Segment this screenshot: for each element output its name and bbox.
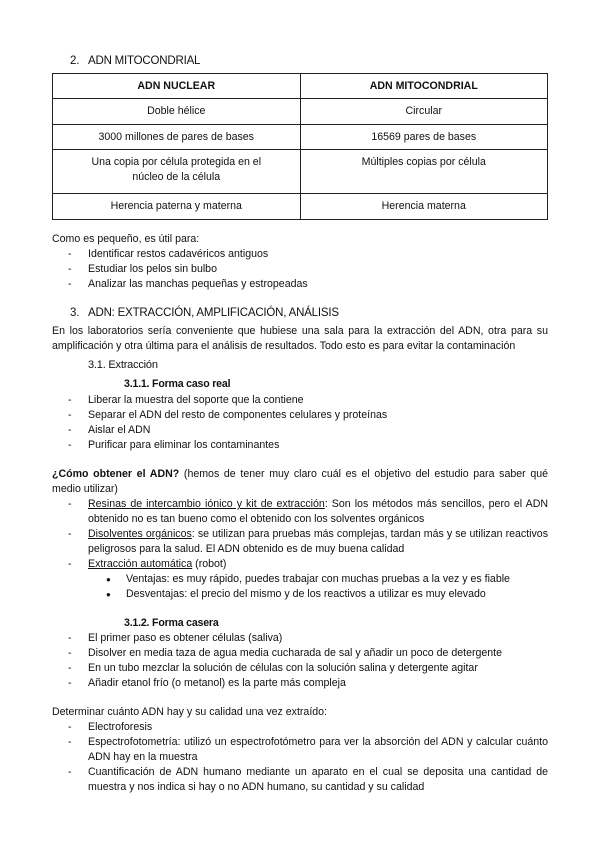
- list-item: - Separar el ADN del resto de componentes celulares y proteínas: [52, 408, 548, 423]
- list-item: [52, 527, 548, 557]
- how-to-obtain-paragraph: [52, 467, 548, 497]
- table-row: [53, 125, 548, 150]
- list-item: - Identificar restos cadavéricos antiguos: [52, 247, 548, 262]
- uses-intro: Como es pequeño, es útil para:: [52, 233, 200, 245]
- list-item: - Espectrofotometría: utilizó un espectrofotómetro para ver la absorción del ADN y calcular cuánto ADN hay en la muestra: [52, 735, 548, 765]
- how-to-obtain-note: (hemos de tener muy claro cuál es el objetivo del estudio para saber qué medio utilizar): [52, 468, 548, 495]
- table-header-row: [53, 74, 548, 99]
- list-item: ● Ventajas: es muy rápido, puedes trabajar con muchas pruebas a la vez y es fiable: [88, 572, 548, 587]
- section-3-number: 3.: [70, 307, 80, 319]
- list-item: - Analizar las manchas pequeñas y estropeadas: [52, 277, 548, 292]
- quantification-intro: Determinar cuánto ADN hay y su calidad una vez extraído:: [52, 706, 327, 718]
- table-cell: 3000 millones de pares de bases: [53, 125, 301, 150]
- subsection-real-case: 3.1.1. Forma caso real: [124, 378, 231, 390]
- method-name: Resinas de intercambio iónico y kit de extracción: [88, 498, 325, 510]
- table-row: [53, 194, 548, 220]
- method-name: Extracción automática: [88, 558, 193, 570]
- list-item: - Estudiar los pelos sin bulbo: [52, 262, 548, 277]
- section-2-title: ADN MITOCONDRIAL: [88, 55, 201, 67]
- quantification-methods: [52, 720, 548, 795]
- list-item: - El primer paso es obtener células (saliva): [52, 631, 548, 646]
- table-row: [53, 150, 548, 194]
- list-item: - En un tubo mezclar la solución de células con la solución salina y detergente agitar: [52, 661, 548, 676]
- list-item: - Liberar la muestra del soporte que la contiene: [52, 393, 548, 408]
- table-cell: Herencia materna: [300, 194, 548, 220]
- list-item: [52, 497, 548, 527]
- table-header-mitochondrial: ADN MITOCONDRIAL: [300, 74, 548, 99]
- list-item: [52, 557, 548, 602]
- section-3-title: ADN: EXTRACCIÓN, AMPLIFICACIÓN, ANÁLISIS: [88, 307, 339, 319]
- method-description: : se utilizan para pruebas más complejas, tardan más y se utilizan reactivos peligrosos para la salud. El ADN obtenido es de muy buena calidad: [88, 528, 548, 555]
- table-row: [53, 99, 548, 125]
- table-cell: 16569 pares de bases: [300, 125, 548, 150]
- home-steps: [52, 631, 548, 691]
- section-3-intro: En los laboratorios sería conveniente que hubiese una sala para la extracción del ADN, otra para su amplificación y otra última para el análisis de resultados. Todo esto es para evitar la contaminación: [52, 325, 548, 352]
- list-item: ● Desventajas: el precio del mismo y de los reactivos a utilizar es muy elevado: [88, 587, 548, 602]
- table-cell: Una copia por célula protegida en el núcleo de la célula: [53, 150, 301, 194]
- method-description: : Son los métodos más sencillos, pero el ADN obtenido no es tan bueno como el obtenido con los solventes orgánicos: [88, 498, 548, 525]
- automatic-extraction-points: [88, 572, 548, 602]
- list-item: - Disolver en media taza de agua media cucharada de sal y añadir un poco de detergente: [52, 646, 548, 661]
- uses-list: [52, 247, 548, 292]
- section-3-heading: [70, 306, 339, 321]
- subsection-home: 3.1.2. Forma casera: [124, 617, 219, 629]
- table-cell: Múltiples copias por célula: [300, 150, 548, 194]
- table-cell: Herencia paterna y materna: [53, 194, 301, 220]
- method-name: Disolventes orgánicos: [88, 528, 192, 540]
- table-cell: Circular: [300, 99, 548, 125]
- real-case-steps: [52, 393, 548, 453]
- list-item: - Añadir etanol frío (o metanol) es la parte más compleja: [52, 676, 548, 691]
- list-item: - Cuantificación de ADN humano mediante un aparato en el cual se deposita una cantidad de muestra y nos indica si hay o no ADN humano, su cantidad y su calidad: [52, 765, 548, 795]
- section-2-number: 2.: [70, 55, 80, 67]
- table-header-nuclear: ADN NUCLEAR: [53, 74, 301, 99]
- extraction-methods-list: [52, 497, 548, 602]
- table-cell: Doble hélice: [53, 99, 301, 125]
- section-2-heading: [70, 54, 200, 69]
- dna-comparison-table: [52, 73, 548, 220]
- list-item: - Electroforesis: [52, 720, 548, 735]
- list-item: - Aislar el ADN: [52, 423, 548, 438]
- method-description: (robot): [192, 558, 227, 570]
- how-to-obtain-question: ¿Cómo obtener el ADN?: [52, 468, 180, 480]
- subsection-extraction: 3.1. Extracción: [88, 359, 158, 371]
- list-item: - Purificar para eliminar los contaminantes: [52, 438, 548, 453]
